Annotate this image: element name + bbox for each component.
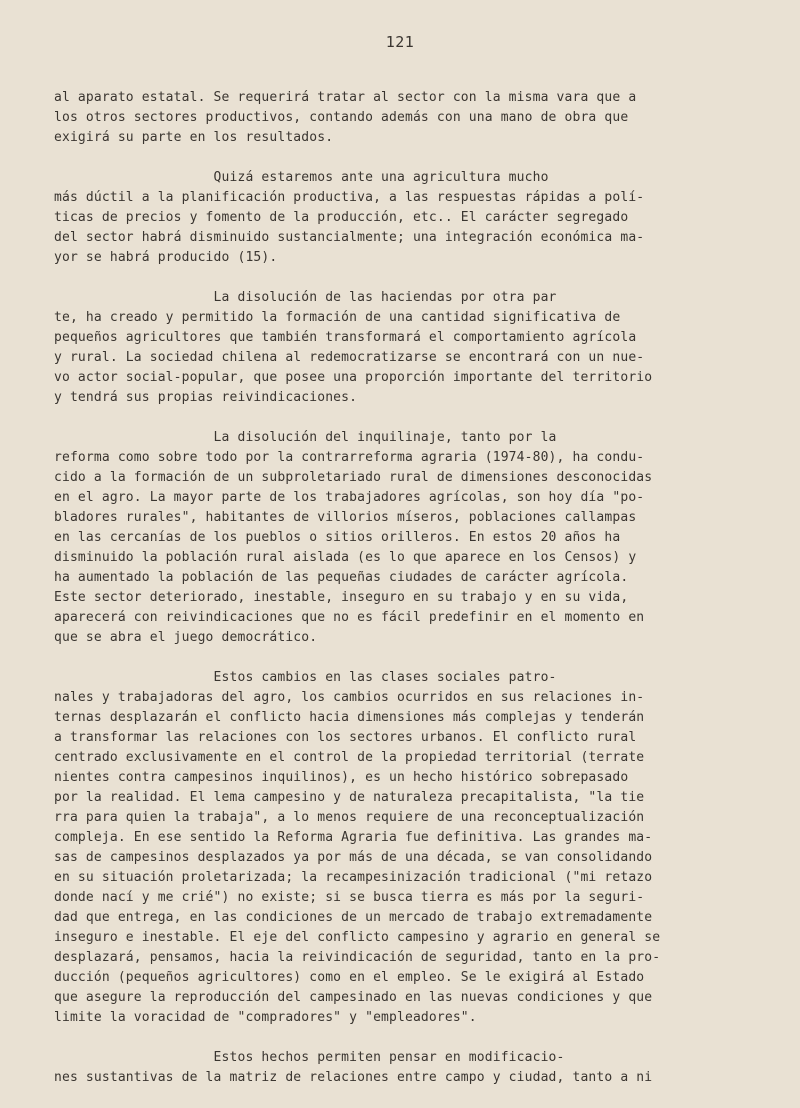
text-line: por la realidad. El lema campesino y de naturaleza precapitalista, "la tie — [54, 790, 645, 805]
text-line: rra para quien la trabaja", a lo menos requiere de una reconceptualización — [54, 810, 645, 825]
page-number: 121 — [385, 33, 415, 51]
text-line: bladores rurales", habitantes de villorios míseros, poblaciones callampas — [54, 510, 637, 525]
text-line: nientes contra campesinos inquilinos), es un hecho histórico sobrepasado — [54, 770, 629, 785]
text-line: disminuido la población rural aislada (es lo que aparece en los Censos) y — [54, 550, 637, 565]
text-line: cido a la formación de un subproletariado rural de dimensiones desconocidas — [54, 470, 653, 485]
text-line: Este sector deteriorado, inestable, inseguro en su trabajo y en su vida, — [54, 590, 629, 605]
paragraph — [54, 288, 754, 408]
text-line: más dúctil a la planificación productiva, a las respuestas rápidas a polí- — [54, 190, 645, 205]
text-line: compleja. En ese sentido la Reforma Agraria fue definitiva. Las grandes ma- — [54, 830, 653, 845]
text-line: del sector habrá disminuido sustancialmente; una integración económica ma- — [54, 230, 645, 245]
text-line: a transformar las relaciones con los sectores urbanos. El conflicto rural — [54, 730, 637, 745]
text-line: Estos hechos permiten pensar en modificacio- — [54, 1050, 565, 1065]
text-line: Estos cambios en las clases sociales patro- — [54, 670, 557, 685]
text-line: te, ha creado y permitido la formación de una cantidad significativa de — [54, 310, 621, 325]
text-line: desplazará, pensamos, hacia la reivindicación de seguridad, tanto en la pro- — [54, 950, 661, 965]
text-line: La disolución de las haciendas por otra par — [54, 290, 557, 305]
text-line: en el agro. La mayor parte de los trabajadores agrícolas, son hoy día "po- — [54, 490, 645, 505]
text-line: donde nací y me crié") no existe; si se busca tierra es más por la seguri- — [54, 890, 645, 905]
text-line: dad que entrega, en las condiciones de un mercado de trabajo extremadamente — [54, 910, 653, 925]
body-text — [54, 88, 754, 1108]
paragraph — [54, 1048, 754, 1088]
text-line: ternas desplazarán el conflicto hacia dimensiones más complejas y tenderán — [54, 710, 645, 725]
text-line: exigirá su parte en los resultados. — [54, 130, 334, 145]
text-line: inseguro e inestable. El eje del conflicto campesino y agrario en general se — [54, 930, 661, 945]
text-line: sas de campesinos desplazados ya por más de una década, se van consolidando — [54, 850, 653, 865]
text-line: y tendrá sus propias reivindicaciones. — [54, 390, 358, 405]
paragraph — [54, 668, 754, 1028]
text-line: nales y trabajadoras del agro, los cambios ocurridos en sus relaciones in- — [54, 690, 645, 705]
paragraph — [54, 88, 754, 148]
text-line: ticas de precios y fomento de la producción, etc.. El carácter segregado — [54, 210, 629, 225]
text-line: ha aumentado la población de las pequeñas ciudades de carácter agrícola. — [54, 570, 629, 585]
text-line: que asegure la reproducción del campesinado en las nuevas condiciones y que — [54, 990, 653, 1005]
text-line: yor se habrá producido (15). — [54, 250, 278, 265]
text-line: los otros sectores productivos, contando además con una mano de obra que — [54, 110, 629, 125]
text-line: en su situación proletarizada; la recampesinización tradicional ("mi retazo — [54, 870, 653, 885]
text-line: que se abra el juego democrático. — [54, 630, 318, 645]
text-line: ducción (pequeños agricultores) como en el empleo. Se le exigirá al Estado — [54, 970, 645, 985]
text-line: nes sustantivas de la matriz de relaciones entre campo y ciudad, tanto a ni — [54, 1070, 653, 1085]
text-line: y rural. La sociedad chilena al redemocratizarse se encontrará con un nue- — [54, 350, 645, 365]
paragraph — [54, 428, 754, 648]
text-line: reforma como sobre todo por la contrarreforma agraria (1974-80), ha condu- — [54, 450, 645, 465]
text-line: centrado exclusivamente en el control de la propiedad territorial (terrate — [54, 750, 645, 765]
text-line: en las cercanías de los pueblos o sitios orilleros. En estos 20 años ha — [54, 530, 621, 545]
paragraph — [54, 168, 754, 268]
text-line: pequeños agricultores que también transformará el comportamiento agrícola — [54, 330, 637, 345]
text-line: aparecerá con reivindicaciones que no es fácil predefinir en el momento en — [54, 610, 645, 625]
text-line: vo actor social-popular, que posee una proporción importante del territorio — [54, 370, 653, 385]
text-line: La disolución del inquilinaje, tanto por la — [54, 430, 557, 445]
text-line: Quizá estaremos ante una agricultura mucho — [54, 170, 549, 185]
text-line: limite la voracidad de "compradores" y "empleadores". — [54, 1010, 477, 1025]
text-line: al aparato estatal. Se requerirá tratar al sector con la misma vara que a — [54, 90, 637, 105]
